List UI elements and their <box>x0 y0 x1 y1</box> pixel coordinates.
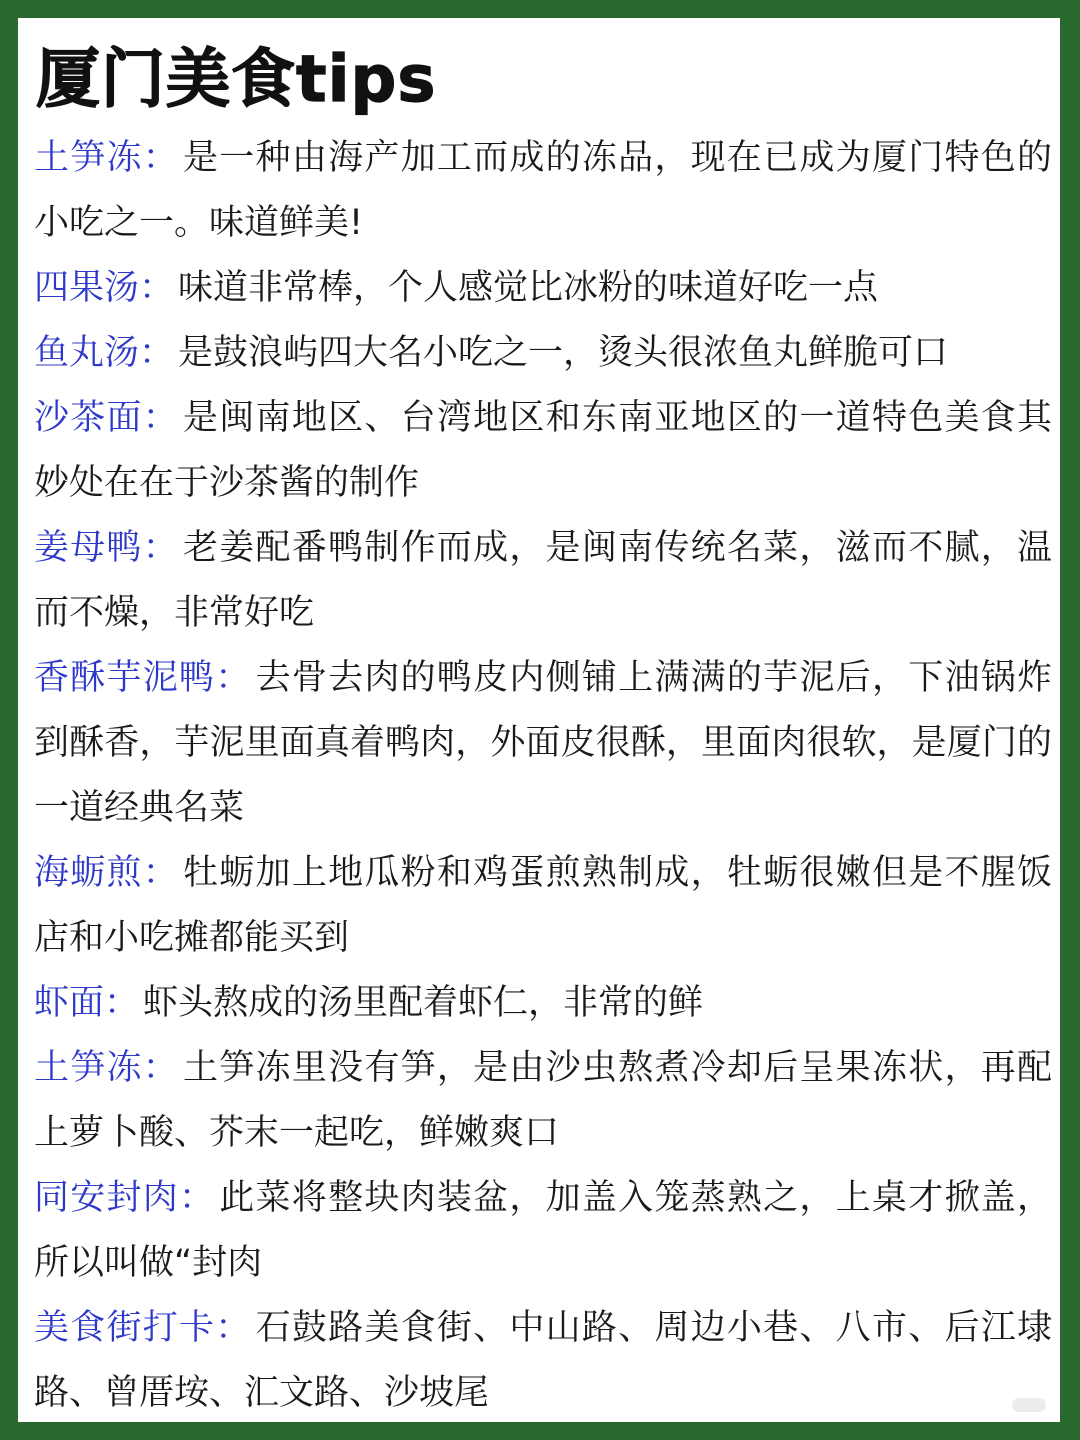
tip-description: 土笋冻里没有笋，是由沙虫熬煮冷却后呈果冻状，再配上萝卜酸、芥末一起吃，鲜嫩爽口 <box>34 1048 1052 1153</box>
tip-name: 鱼丸汤 <box>34 333 140 373</box>
tip-separator: ： <box>104 983 140 1023</box>
tip-description: 石鼓路美食街、中山路、周边小巷、八市、后江埭路、曾厝垵、汇文路、沙坡尾 <box>34 1308 1052 1413</box>
tip-name: 虾面 <box>34 983 105 1023</box>
tips-list <box>34 126 1052 1422</box>
content-card <box>18 18 1060 1422</box>
tip-item-tusundong <box>34 126 1052 256</box>
tip-separator: ： <box>142 853 180 893</box>
watermark-mark <box>1012 1398 1046 1412</box>
tip-name: 土笋冻 <box>34 1048 143 1088</box>
tip-item-siguotang <box>34 256 1052 321</box>
tip-description: 此菜将整块肉装盆，加盖入笼蒸熟之，上桌才掀盖，所以叫做“封肉 <box>34 1178 1052 1283</box>
tip-name: 海蛎煎 <box>34 853 143 893</box>
tip-item-yuwantang <box>34 321 1052 386</box>
tip-name: 同安封肉 <box>34 1178 180 1218</box>
tip-separator: ： <box>142 528 180 568</box>
tip-description: 是一种由海产加工而成的冻品，现在已成为厦门特色的小吃之一。味道鲜美! <box>34 138 1052 243</box>
tip-description: 是鼓浪屿四大名小吃之一，烫头很浓鱼丸鲜脆可口 <box>178 333 949 373</box>
tip-separator: ： <box>142 138 180 178</box>
tip-description: 味道非常棒，个人感觉比冰粉的味道好吃一点 <box>178 268 879 308</box>
tip-description: 老姜配番鸭制作而成，是闽南传统名菜，滋而不腻，温而不燥，非常好吃 <box>34 528 1052 633</box>
tip-item-food-street <box>34 1296 1052 1422</box>
tip-name: 香酥芋泥鸭 <box>34 658 216 698</box>
tip-item-tonganfengrou <box>34 1166 1052 1296</box>
tip-separator: ： <box>142 1048 180 1088</box>
tip-name: 土笋冻 <box>34 138 143 178</box>
page-title: 厦门美食tips <box>36 43 437 117</box>
tip-separator: ： <box>142 398 180 438</box>
tip-name: 美食街打卡 <box>34 1308 216 1348</box>
tip-item-jiangmuya <box>34 516 1052 646</box>
tip-name: 沙茶面 <box>34 398 143 438</box>
tip-item-xiangsuyuniya <box>34 646 1052 841</box>
tip-name: 四果汤 <box>34 268 140 308</box>
tip-name: 姜母鸭 <box>34 528 143 568</box>
tip-description: 牡蛎加上地瓜粉和鸡蛋煎熟制成，牡蛎很嫩但是不腥饭店和小吃摊都能买到 <box>34 853 1052 958</box>
tip-item-shachamian <box>34 386 1052 516</box>
tip-item-xiamian <box>34 971 1052 1036</box>
tip-separator: ： <box>139 333 175 373</box>
tip-description: 虾头熬成的汤里配着虾仁，非常的鲜 <box>143 983 704 1023</box>
tip-separator: ： <box>215 658 252 698</box>
tip-separator: ： <box>139 268 175 308</box>
tip-separator: ： <box>179 1178 216 1218</box>
tip-item-hailijian <box>34 841 1052 971</box>
tip-description: 去骨去肉的鸭皮内侧铺上满满的芋泥后，下油锅炸到酥香，芋泥里面真着鸭肉，外面皮很酥，里面肉很软，是厦门的一道经典名菜 <box>34 658 1052 828</box>
tip-description: 是闽南地区、台湾地区和东南亚地区的一道特色美食其妙处在在于沙茶酱的制作 <box>34 398 1052 503</box>
tip-separator: ： <box>215 1308 252 1348</box>
tip-item-tusundong-2 <box>34 1036 1052 1166</box>
